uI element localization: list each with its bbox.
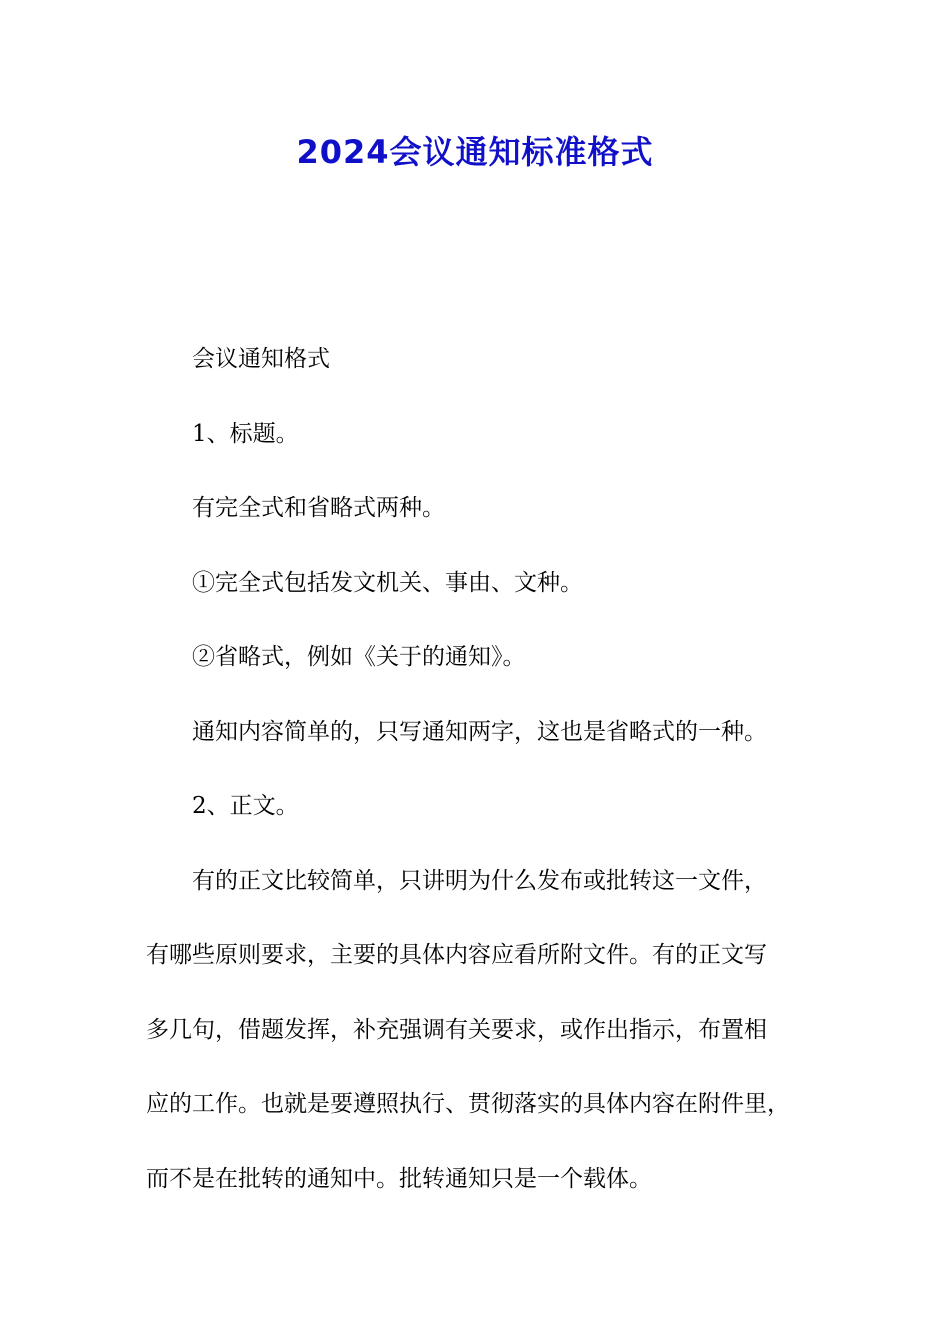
paragraph-line: 有哪些原则要求，主要的具体内容应看所附文件。有的正文写 <box>146 942 767 968</box>
list-item: ②省略式，例如《关于的通知》。 <box>192 644 526 670</box>
paragraph-line: 有完全式和省略式两种。 <box>192 495 445 521</box>
paragraph-line: 有的正文比较简单，只讲明为什么发布或批转这一文件， <box>192 868 767 894</box>
subsection-heading: 2、正文。 <box>192 793 299 819</box>
subsection-heading: 1、标题。 <box>192 421 299 447</box>
paragraph-line: 多几句，借题发挥，补充强调有关要求，或作出指示，布置相 <box>146 1017 767 1043</box>
paragraph-line: 通知内容简单的，只写通知两字，这也是省略式的一种。 <box>192 719 767 745</box>
paragraph-line: 应的工作。也就是要遵照执行、贯彻落实的具体内容在附件里， <box>146 1091 790 1117</box>
paragraph-line: 而不是在批转的通知中。批转通知只是一个载体。 <box>146 1166 652 1192</box>
list-item: ①完全式包括发文机关、事由、文种。 <box>192 570 583 596</box>
section-heading: 会议通知格式 <box>192 346 330 372</box>
document-title: 2024会议通知标准格式 <box>296 133 654 171</box>
